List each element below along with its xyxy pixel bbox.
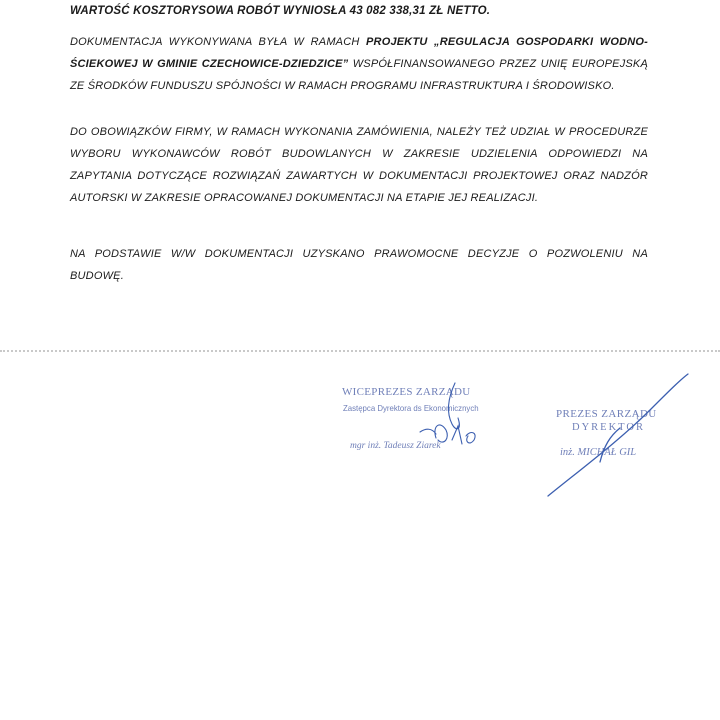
- stamp-vice-president-title: WICEPREZES ZARZĄDU: [342, 386, 471, 398]
- paragraph-project-info-post: WSPÓŁFINANSOWANEGO PRZEZ UNIĘ EUROPEJSKĄ ZE ŚRODKÓW FUNDUSZU SPÓJNOŚCI W RAMACH PROGRAMU INFRASTRUKTURA I ŚRODOWISKO.: [70, 58, 649, 92]
- scan-divider-line: [0, 350, 720, 352]
- paragraph-project-info-pre: DOKUMENTACJA WYKONYWANA BYŁA W RAMACH: [70, 36, 367, 48]
- stamp-president-title: PREZES ZARZĄDU: [556, 408, 657, 420]
- cost-estimate-heading: WARTOŚĆ KOSZTORYSOWA ROBÓT WYNIOSŁA 43 082 338,31 ZŁ NETTO.: [70, 5, 491, 17]
- paragraph-project-info: [70, 31, 648, 97]
- project-name: PROJEKTU „REGULACJA GOSPODARKI WODNO-ŚCIEKOWEJ W GMINIE CZECHOWICE-DZIEDZICE”: [70, 36, 648, 70]
- stamp-president-name: inż. MICHAŁ GIL: [560, 447, 637, 458]
- paragraph-building-permits: NA PODSTAWIE W/W DOKUMENTACJI UZYSKANO PRAWOMOCNE DECYZJE O POZWOLENIU NA BUDOWĘ.: [70, 248, 648, 282]
- stamp-vice-president-name: mgr inż. Tadeusz Ziarek: [350, 441, 441, 451]
- signature-right: [548, 374, 688, 496]
- paragraph-company-duties: DO OBOWIĄZKÓW FIRMY, W RAMACH WYKONANIA ZAMÓWIENIA, NALEŻY TEŻ UDZIAŁ W PROCEDURZE WYBORU WYKONAWCÓW ROBÓT BUDOWLANYCH W ZAKRESIE UDZIELENIA ODPOWIEDZI NA ZAPYTANIA DOTYCZĄCE ROZWIĄZAŃ ZAWARTYCH W DOKUMENTACJI PROJEKTOWEJ ORAZ NADZÓR AUTORSKI W ZAKRESIE OPRACOWANEJ DOKUMENTACJI NA ETAPIE JEJ REALIZACJI.: [70, 126, 648, 204]
- stamp-president-subtitle: DYREKTOR: [572, 422, 645, 433]
- stamp-vice-president-subtitle: Zastępca Dyrektora ds Ekonomicznych: [343, 403, 479, 413]
